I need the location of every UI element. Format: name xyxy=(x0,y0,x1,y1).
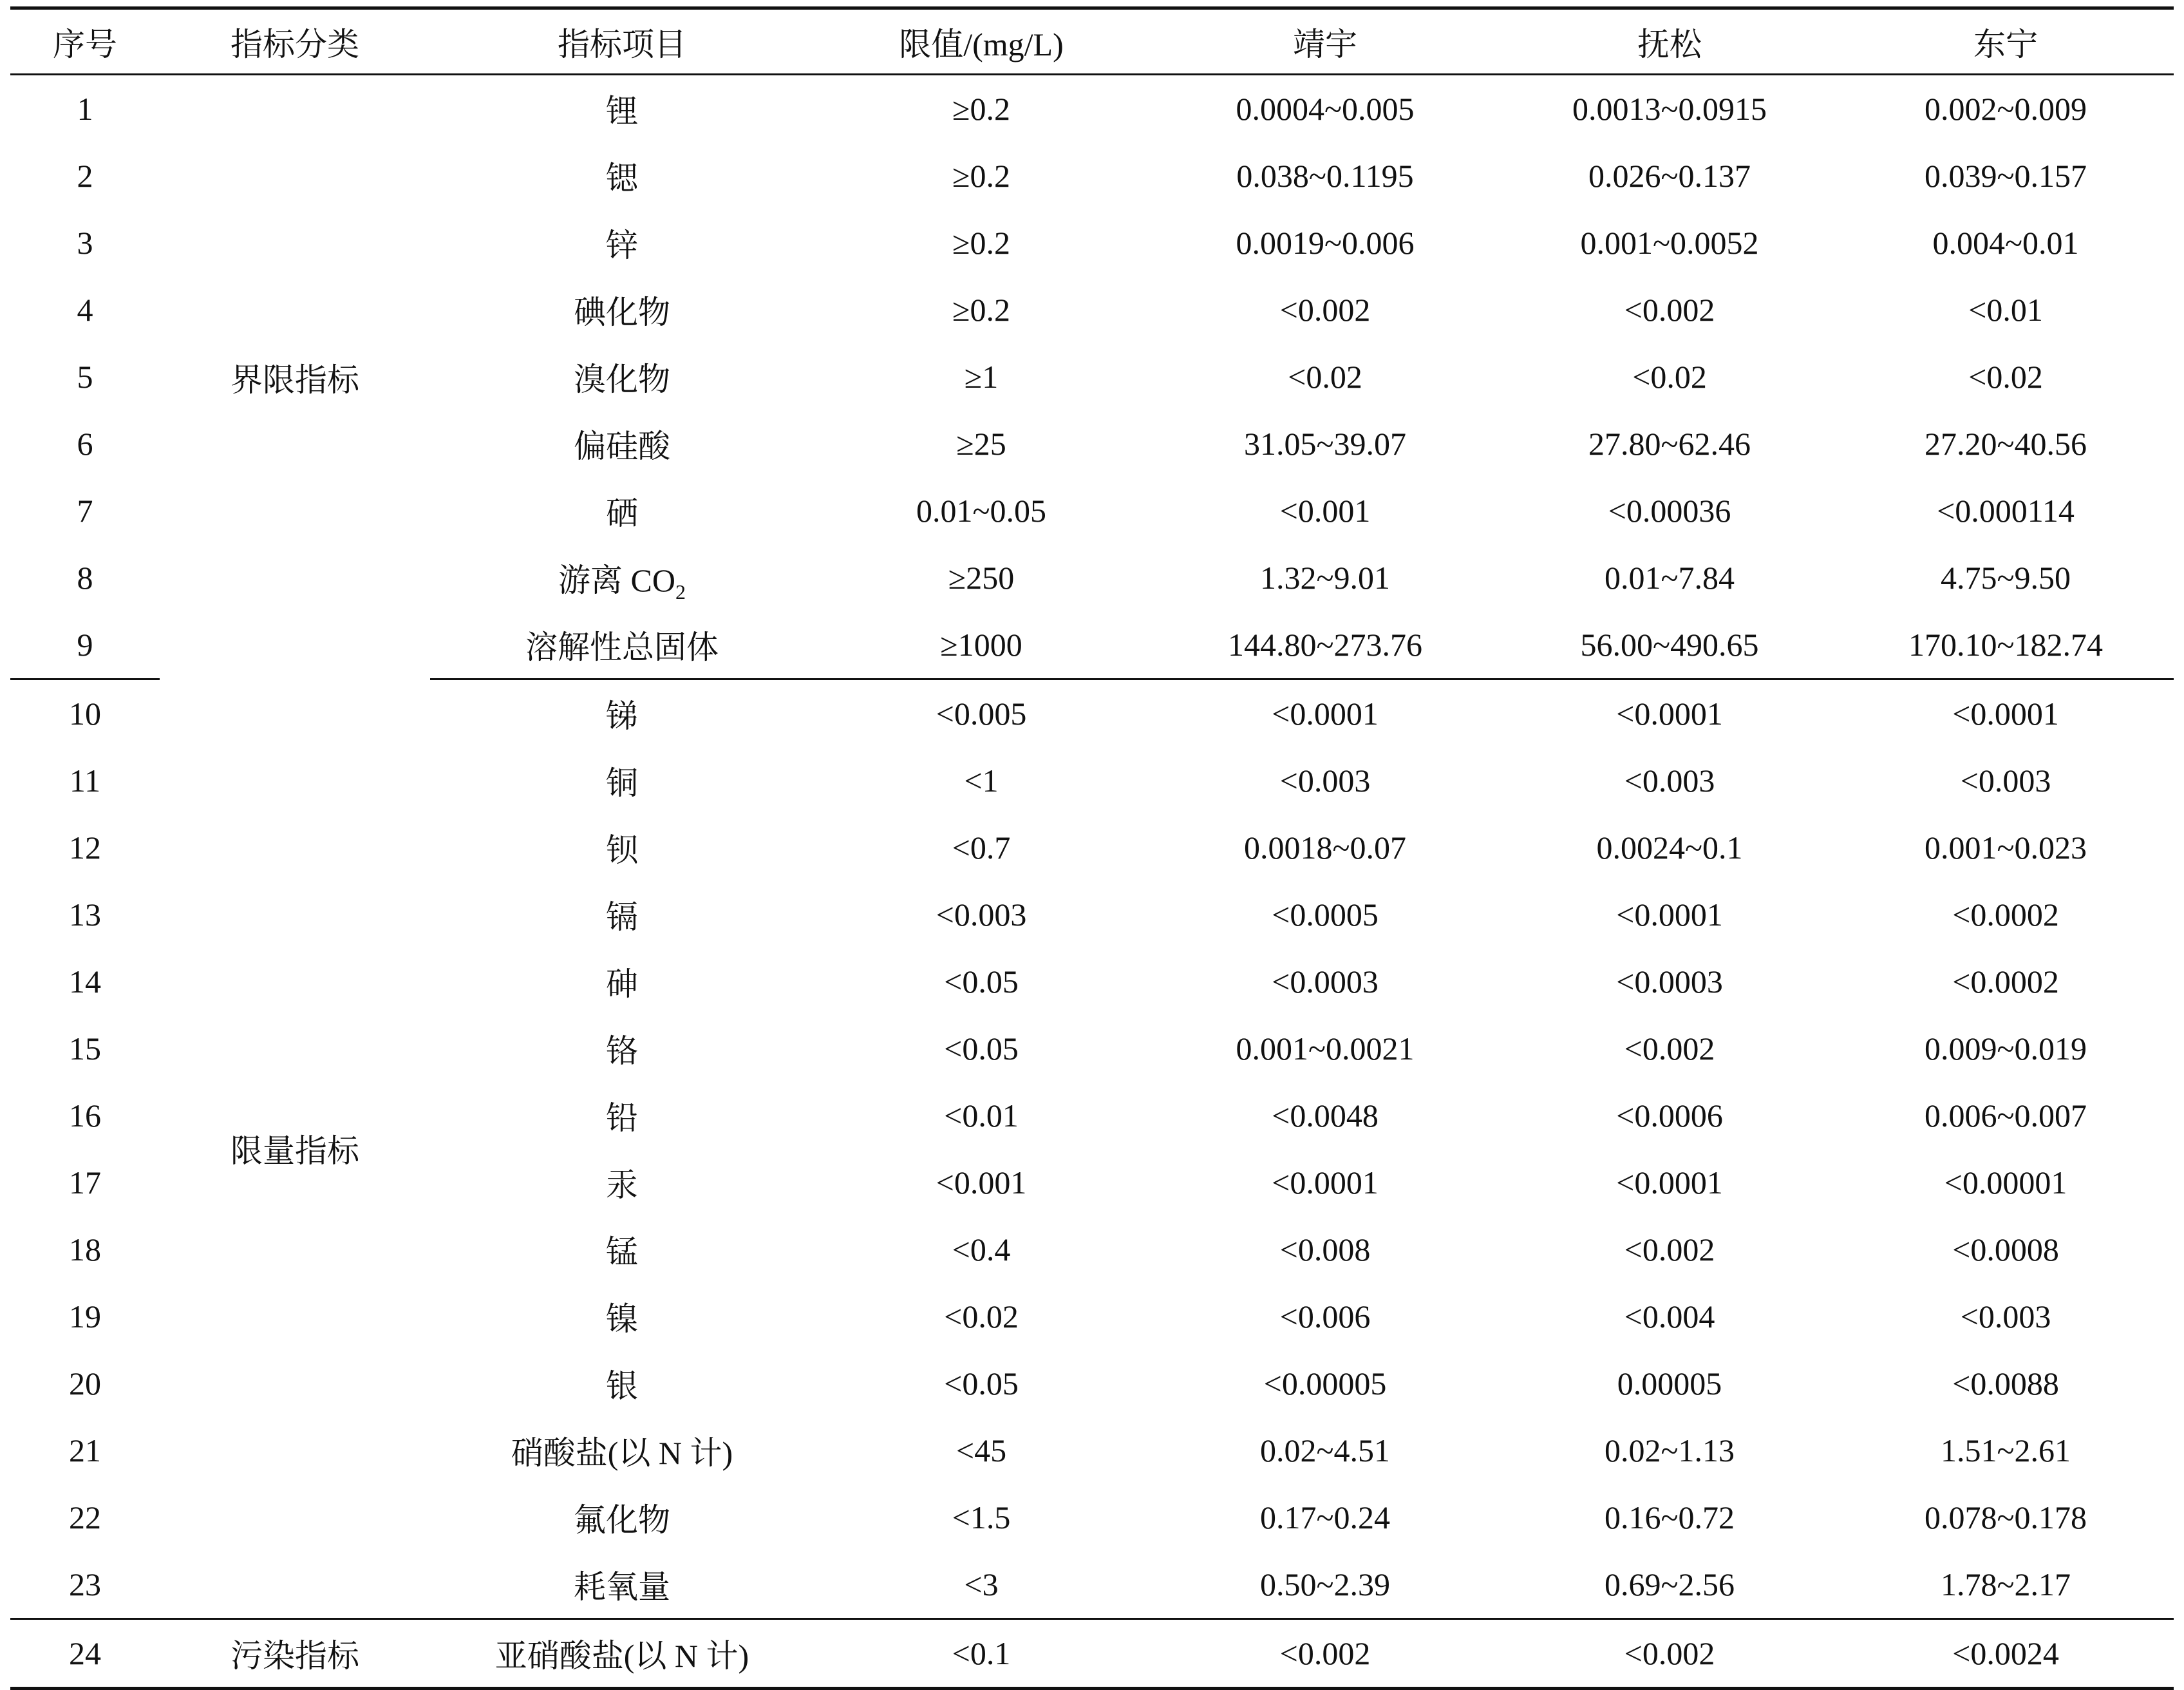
cell-no: 19 xyxy=(69,1298,101,1334)
cell-limit: <0.02 xyxy=(944,1298,1019,1334)
cell-limit: <0.05 xyxy=(944,964,1019,1000)
cell-limit: <1 xyxy=(964,763,999,799)
cell-dongning: 0.004~0.01 xyxy=(1932,225,2079,261)
cell-fusong: 27.80~62.46 xyxy=(1588,426,1751,462)
header-limit-value: 限值/(mg/L) xyxy=(899,26,1064,62)
cell-limit: <0.005 xyxy=(936,696,1027,732)
cell-fusong: 0.001~0.0052 xyxy=(1580,225,1759,261)
cell-fusong: <0.002 xyxy=(1502,1619,1838,1689)
cell-jingyu: 0.0018~0.07 xyxy=(1243,830,1407,866)
cell-dongning: <0.00001 xyxy=(1944,1164,2067,1201)
cell-item: 镉 xyxy=(606,899,638,935)
cell-jingyu: <0.0005 xyxy=(1272,897,1379,933)
cell-limit: ≥0.2 xyxy=(952,225,1010,261)
cell-fusong: 0.00005 xyxy=(1617,1365,1722,1401)
cell-jingyu: <0.008 xyxy=(1279,1231,1371,1268)
cell-limit: ≥0.2 xyxy=(952,91,1010,127)
cell-jingyu: 144.80~273.76 xyxy=(1149,611,1502,679)
cell-jingyu: <0.0048 xyxy=(1272,1097,1379,1134)
cell-limit: ≥1 xyxy=(964,359,999,395)
cell-item: 钡 xyxy=(606,832,638,868)
cell-fusong: <0.02 xyxy=(1632,359,1707,395)
cell-no: 15 xyxy=(69,1030,101,1067)
cell-limit: ≥1000 xyxy=(814,611,1149,679)
cell-jingyu: 0.0004~0.005 xyxy=(1236,91,1415,127)
cell-dongning: <0.02 xyxy=(1968,359,2043,395)
cell-item: 偏硅酸 xyxy=(574,428,670,464)
cell-fusong: 0.02~1.13 xyxy=(1604,1432,1735,1468)
cell-dongning: 27.20~40.56 xyxy=(1924,426,2087,462)
header-row xyxy=(10,8,2174,75)
cell-item: 碘化物 xyxy=(574,294,670,330)
cell-limit: <0.01 xyxy=(944,1097,1019,1134)
cell-no: 12 xyxy=(69,830,101,866)
cell-no: 13 xyxy=(69,897,101,933)
cell-jingyu: 0.02~4.51 xyxy=(1259,1432,1391,1468)
cell-item: 镍 xyxy=(606,1301,638,1337)
cell-dongning: 0.002~0.009 xyxy=(1924,91,2087,127)
cell-fusong: 0.16~0.72 xyxy=(1604,1499,1735,1535)
cell-fusong: <0.002 xyxy=(1624,292,1715,328)
cell-dongning: 0.001~0.023 xyxy=(1924,830,2087,866)
cell-item: 锌 xyxy=(606,227,638,263)
cell-fusong: <0.004 xyxy=(1624,1298,1715,1334)
cell-dongning: <0.01 xyxy=(1968,292,2043,328)
cell-item: 耗氧量 xyxy=(430,1551,814,1619)
cell-jingyu: 0.0019~0.006 xyxy=(1236,225,1415,261)
cell-limit: <1.5 xyxy=(952,1499,1011,1535)
cell-fusong: <0.0001 xyxy=(1616,696,1723,732)
cell-limit: <0.05 xyxy=(944,1365,1019,1401)
cell-item xyxy=(430,544,814,611)
item-free-co2-prefix: 游离 CO xyxy=(558,562,675,598)
cell-dongning: 4.75~9.50 xyxy=(1940,560,2071,596)
cell-dongning: <0.0002 xyxy=(1952,964,2059,1000)
cell-fusong: 0.01~7.84 xyxy=(1604,560,1735,596)
cell-jingyu: <0.003 xyxy=(1279,763,1371,799)
cell-item: 铬 xyxy=(606,1033,638,1069)
cell-jingyu: <0.001 xyxy=(1279,493,1371,529)
category-limit: 限量指标 xyxy=(160,679,430,1619)
cell-no: 21 xyxy=(69,1432,101,1468)
table-header xyxy=(10,8,2174,75)
cell-jingyu: <0.02 xyxy=(1288,359,1362,395)
cell-jingyu: <0.0001 xyxy=(1272,1164,1379,1201)
cell-item: 砷 xyxy=(606,966,638,1002)
cell-jingyu: 31.05~39.07 xyxy=(1243,426,1407,462)
table-row xyxy=(10,75,2174,143)
cell-limit: 0.01~0.05 xyxy=(916,493,1047,529)
cell-item: 铅 xyxy=(606,1100,638,1136)
cell-item: 溶解性总固体 xyxy=(430,611,814,679)
cell-no: 22 xyxy=(69,1499,101,1535)
cell-limit: ≥250 xyxy=(948,560,1015,596)
cell-limit: ≥0.2 xyxy=(952,158,1010,194)
cell-fusong: <0.0001 xyxy=(1616,1164,1723,1201)
cell-no: 14 xyxy=(69,964,101,1000)
cell-dongning: 170.10~182.74 xyxy=(1838,611,2174,679)
header-serial-number: 序号 xyxy=(53,26,117,62)
cell-dongning: <0.003 xyxy=(1960,1298,2051,1334)
category-pollution: 污染指标 xyxy=(160,1619,430,1689)
cell-fusong: 0.026~0.137 xyxy=(1588,158,1751,194)
cell-fusong: <0.00036 xyxy=(1608,493,1731,529)
cell-item: 锂 xyxy=(606,93,638,129)
cell-fusong: <0.002 xyxy=(1624,1030,1715,1067)
cell-fusong: <0.0001 xyxy=(1616,897,1723,933)
cell-no: 2 xyxy=(77,158,93,194)
cell-dongning: <0.0088 xyxy=(1952,1365,2059,1401)
cell-no: 17 xyxy=(69,1164,101,1201)
cell-no: 24 xyxy=(10,1619,160,1689)
cell-limit: <0.05 xyxy=(944,1030,1019,1067)
cell-no: 10 xyxy=(69,696,101,732)
cell-item: 锑 xyxy=(606,698,638,734)
cell-fusong: <0.003 xyxy=(1624,763,1715,799)
cell-jingyu: 1.32~9.01 xyxy=(1259,560,1391,596)
cell-limit: ≥25 xyxy=(956,426,1006,462)
cell-no: 11 xyxy=(69,763,101,799)
cell-item: 银 xyxy=(606,1368,638,1404)
cell-no: 8 xyxy=(77,560,93,596)
header-fusong: 抚松 xyxy=(1637,26,1702,62)
cell-no: 4 xyxy=(77,292,93,328)
cell-jingyu: 0.50~2.39 xyxy=(1149,1551,1502,1619)
cell-fusong: <0.0006 xyxy=(1616,1097,1723,1134)
cell-no: 1 xyxy=(77,91,93,127)
cell-item: 硒 xyxy=(606,495,638,531)
header-dongning: 东宁 xyxy=(1973,26,2038,62)
header-jingyu: 靖宇 xyxy=(1293,26,1357,62)
header-indicator-item: 指标项目 xyxy=(558,26,686,62)
cell-jingyu: 0.038~0.1195 xyxy=(1236,158,1414,194)
cell-jingyu: <0.006 xyxy=(1279,1298,1371,1334)
cell-no: 23 xyxy=(10,1551,160,1619)
cell-item: 锶 xyxy=(606,160,638,196)
cell-fusong: 0.0024~0.1 xyxy=(1596,830,1743,866)
cell-no: 20 xyxy=(69,1365,101,1401)
cell-limit: <0.001 xyxy=(936,1164,1027,1201)
cell-jingyu: <0.00005 xyxy=(1263,1365,1387,1401)
cell-fusong: <0.0003 xyxy=(1616,964,1723,1000)
table-row xyxy=(10,1619,2174,1689)
cell-jingyu: 0.001~0.0021 xyxy=(1236,1030,1415,1067)
header-indicator-category: 指标分类 xyxy=(231,26,359,62)
cell-no: 3 xyxy=(77,225,93,261)
cell-limit: <0.4 xyxy=(952,1231,1011,1268)
cell-limit: <0.003 xyxy=(936,897,1027,933)
cell-limit: <45 xyxy=(956,1432,1007,1468)
cell-fusong: 56.00~490.65 xyxy=(1502,611,1838,679)
cell-no: 7 xyxy=(77,493,93,529)
cell-limit: <0.7 xyxy=(952,830,1011,866)
cell-item: 溴化物 xyxy=(574,361,670,397)
cell-fusong: <0.002 xyxy=(1624,1231,1715,1268)
cell-item: 锰 xyxy=(606,1234,638,1270)
cell-limit: <3 xyxy=(814,1551,1149,1619)
table-body xyxy=(10,75,2174,1689)
cell-jingyu: 0.17~0.24 xyxy=(1259,1499,1391,1535)
cell-item: 氟化物 xyxy=(574,1502,670,1538)
cell-dongning: 0.078~0.178 xyxy=(1924,1499,2087,1535)
cell-jingyu: <0.0001 xyxy=(1272,696,1379,732)
cell-limit: <0.1 xyxy=(814,1619,1149,1689)
cell-no: 16 xyxy=(69,1097,101,1134)
cell-no: 18 xyxy=(69,1231,101,1268)
cell-dongning: <0.0024 xyxy=(1838,1619,2174,1689)
cell-fusong: 0.69~2.56 xyxy=(1502,1551,1838,1619)
cell-dongning: 0.009~0.019 xyxy=(1924,1030,2087,1067)
cell-dongning: <0.000114 xyxy=(1937,493,2075,529)
cell-item: 硝酸盐(以 N 计) xyxy=(511,1435,733,1471)
cell-dongning: <0.003 xyxy=(1960,763,2051,799)
cell-item: 亚硝酸盐(以 N 计) xyxy=(430,1619,814,1689)
cell-no: 5 xyxy=(77,359,93,395)
cell-dongning: <0.0008 xyxy=(1952,1231,2059,1268)
cell-dongning: 0.039~0.157 xyxy=(1924,158,2087,194)
table-row xyxy=(10,679,2174,748)
cell-limit: ≥0.2 xyxy=(952,292,1010,328)
cell-jingyu: <0.0003 xyxy=(1272,964,1379,1000)
cell-no: 6 xyxy=(77,426,93,462)
cell-item: 汞 xyxy=(606,1167,638,1203)
cell-dongning: 1.51~2.61 xyxy=(1940,1432,2071,1468)
water-quality-table xyxy=(10,6,2174,1690)
cell-dongning: 0.006~0.007 xyxy=(1924,1097,2087,1134)
cell-dongning: <0.0001 xyxy=(1952,696,2059,732)
cell-jingyu: <0.002 xyxy=(1149,1619,1502,1689)
cell-item: 铜 xyxy=(606,765,638,801)
cell-dongning: <0.0002 xyxy=(1952,897,2059,933)
cell-dongning: 1.78~2.17 xyxy=(1838,1551,2174,1619)
category-boundary: 界限指标 xyxy=(231,361,359,398)
cell-no: 9 xyxy=(10,611,160,679)
cell-fusong: 0.0013~0.0915 xyxy=(1572,91,1767,127)
item-free-co2-subscript: 2 xyxy=(675,580,686,603)
cell-jingyu: <0.002 xyxy=(1279,292,1371,328)
